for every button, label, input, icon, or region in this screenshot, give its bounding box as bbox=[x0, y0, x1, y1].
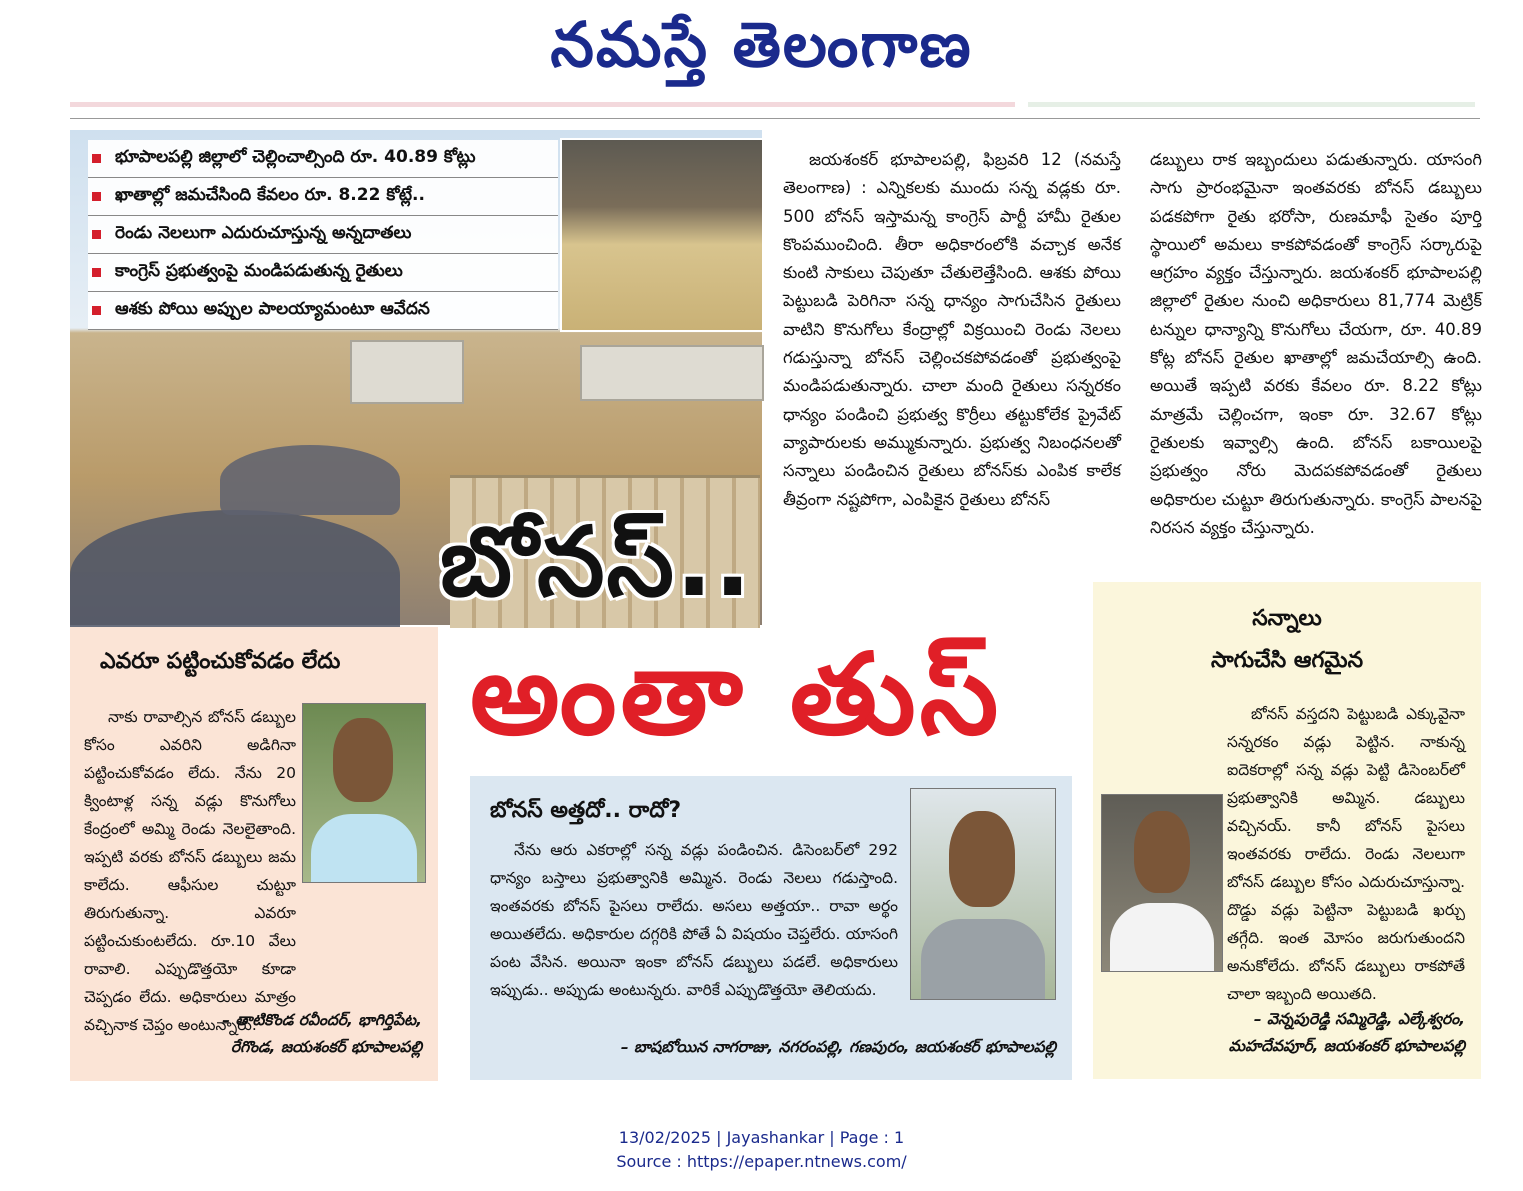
section-divider bbox=[70, 118, 1480, 119]
portrait-shirt bbox=[311, 814, 417, 882]
highlight-item: కాంగ్రెస్ ప్రభుత్వంపై మండిపడుతున్న రైతులు bbox=[88, 254, 558, 292]
byline-left: – తాటికొండ రవీందర్, భాగిర్తిపేట, రేగొండ, జయశంకర్ భూపాలపల్లి bbox=[222, 1011, 422, 1056]
inset-photo-grain-loading bbox=[560, 138, 764, 332]
farmer-portrait-right bbox=[1101, 794, 1223, 972]
quote-title-middle: బోనస్ అత్తదో.. రాదో? bbox=[490, 798, 682, 823]
headline-line-1: బోనస్.. bbox=[440, 506, 753, 618]
headline-line-2: అంతా తుస్ bbox=[470, 630, 1003, 760]
quote-title-right-1: సన్నాలు bbox=[1252, 606, 1322, 631]
tarp-shape bbox=[70, 510, 400, 640]
quote-title-right-2: సాగుచేసి ఆగమైన bbox=[1210, 648, 1364, 673]
quote-title-left: ఎవరూ పట్టించుకోవడం లేదు bbox=[100, 649, 341, 674]
quote-body-left: నాకు రావాల్సిన బోనస్ డబ్బుల కోసం ఎవరిని అడిగినా పట్టించుకోవడం లేదు. నేను 20 క్వింటాళ్ల సన్న వడ్లు కొనుగోలు కేంద్రంలో అమ్మి రెండు నెలలైతాంది. ఇప్పటి వరకు బోనస్ డబ్బులు జమ కాలేదు. ఆఫీసుల చుట్టూ తిరుగుతున్నా. ఎవరూ పట్టించుకుంటలేదు. రూ.10 వేలు రావాలి. ఎప్పుడొత్తయో కూడా చెప్పడం లేదు. అధికారులు మాత్రం వచ్చినాక చెప్తం అంటున్నారు. bbox=[84, 708, 296, 1034]
portrait-face bbox=[949, 811, 1015, 907]
header-rule-left bbox=[70, 102, 1015, 107]
farmer-portrait-left bbox=[302, 703, 426, 883]
bullet-square-icon bbox=[92, 154, 101, 163]
article-column-2: డబ్బులు రాక ఇబ్బందులు పడుతున్నారు. యాసంగి సాగు ప్రారంభమైనా ఇంతవరకు బోనస్ డబ్బులు పడకపోగా రైతు భరోసా, రుణమాఫీ సైతం పూర్తి స్థాయిలో అమలు కాకపోవడంతో కాంగ్రెస్ సర్కారుపై ఆగ్రహం వ్యక్తం చేస్తున్నారు. జయశంకర్ భూపాలపల్లి జిల్లాలో రైతుల నుంచి అధికారులు 81,774 మెట్రిక్ టన్నుల ధాన్యాన్ని కొనుగోలు చేయగా, రూ. 40.89 కోట్ల బోనస్ రైతుల ఖాతాల్లో జమచేయాల్సి ఉంది. అయితే ఇప్పటి వరకు కేవలం రూ. 8.22 కోట్లు మాత్రమే చెల్లించగా, ఇంకా రూ. 32.67 కోట్లు రైతులకు ఇవ్వాల్సి ఉంది. బోనస్ బకాయిలపై ప్రభుత్వం నోరు మెదపకపోవడంతో రైతులు అధికారుల చుట్టూ తిరుగుతున్నారు. కాంగ్రెస్ పాలనపై నిరసన వ్యక్తం చేస్తున్నారు. bbox=[1150, 150, 1482, 537]
bullet-square-icon bbox=[92, 268, 101, 277]
quote-box-left bbox=[70, 627, 438, 1081]
bullet-square-icon bbox=[92, 192, 101, 201]
highlights-list bbox=[88, 140, 558, 330]
farmer-portrait-middle bbox=[910, 788, 1056, 1000]
portrait-face bbox=[1134, 811, 1190, 893]
quote-body-right: బోనస్ వస్తదని పెట్టుబడి ఎక్కువైనా సన్నరకం వడ్లు పెట్టిన. నాకున్న ఐదెకరాల్లో సన్న వడ్లు పెట్టి డిసెంబర్‌లో ప్రభుత్వానికి అమ్మిన. డబ్బులు వచ్చినయ్. కానీ బోనస్ పైసలు ఇంతవరకు రాలేదు. రెండు నెలలుగా బోనస్ డబ్బుల కోసం ఎదురుచూస్తున్నా. దొడ్డు వడ్లు పెట్టినా పెట్టుబడి ఖర్చు తగ్గేది. ఇంత మోసం జరుగుతుందని అనుకోలేదు. బోనస్ డబ్బులు రాకపోతే చాలా ఇబ్బంది అయితది. bbox=[1227, 705, 1465, 1003]
tarp-shape bbox=[220, 445, 400, 515]
bullet-square-icon bbox=[92, 306, 101, 315]
highlight-item: భూపాలపల్లి జిల్లాలో చెల్లించాల్సింది రూ. 40.89 కోట్లు bbox=[88, 140, 558, 178]
quote-body-middle: నేను ఆరు ఎకరాల్లో సన్న వడ్లు పండించిన. డిసెంబర్‌లో 292 ధాన్యం బస్తాలు ప్రభుత్వానికి అమ్మిన. రెండు నెలలు గడుస్తాంది. ఇంతవరకు బోనస్ పైసలు రాలేదు. అసలు అత్తయా.. రావా అర్థం అయితలేదు. అధికారుల దగ్గరికి పోతే ఏ విషయం చెప్తలేరు. యాసంగి పంట వేసిన. అయినా ఇంకా బోనస్ డబ్బులు పడలే. అధికారులు ఇప్పుడు.. అప్పుడు అంటున్నరు. వారికే ఎప్పుడొత్తయో తెలియదు. bbox=[490, 841, 898, 999]
highlight-item: రెండు నెలలుగా ఎదురుచూస్తున్న అన్నదాతలు bbox=[88, 216, 558, 254]
highlight-item: ఆశకు పోయి అప్పుల పాలయ్యామంటూ ఆవేదన bbox=[88, 292, 558, 330]
quote-box-middle bbox=[470, 776, 1072, 1080]
quote-box-right bbox=[1093, 582, 1481, 1079]
byline-middle: – బాషబోయిన నాగరాజు, నగరంపల్లి, గణపురం, జయశంకర్ భూపాలపల్లి bbox=[620, 1038, 1056, 1056]
masthead: నమస్తే తెలంగాణ bbox=[550, 8, 973, 81]
footer-date-line: 13/02/2025 | Jayashankar | Page : 1 bbox=[618, 1128, 905, 1147]
bullet-square-icon bbox=[92, 230, 101, 239]
header-rule-right bbox=[1028, 102, 1475, 107]
byline-right: – వెన్నపురెడ్డి సమ్మిరెడ్డి, ఎల్కేశ్వరం, మహదేవపూర్, జయశంకర్ భూపాలపల్లి bbox=[1228, 1010, 1465, 1055]
building-shape bbox=[350, 340, 464, 404]
footer-source-link[interactable]: Source : https://epaper.ntnews.com/ bbox=[616, 1152, 907, 1171]
portrait-shirt bbox=[1110, 903, 1214, 971]
portrait-face bbox=[333, 718, 393, 802]
portrait-shirt bbox=[921, 919, 1045, 999]
highlight-item: ఖాతాల్లో జమచేసింది కేవలం రూ. 8.22 కోట్లే.. bbox=[88, 178, 558, 216]
building-shape bbox=[580, 345, 764, 401]
article-column-1: జయశంకర్ భూపాలపల్లి, ఫిబ్రవరి 12 (నమస్తే తెలంగాణ) : ఎన్నికలకు ముందు సన్న వడ్లకు రూ. 500 బోనస్ ఇస్తామన్న కాంగ్రెస్ పార్టీ హామీ రైతుల కొంపముంచింది. తీరా అధికారంలోకి వచ్చాక అనేక కుంటి సాకులు చెపుతూ చేతులెత్తేసింది. ఆశకు పోయి పెట్టుబడి పెరిగినా సన్న ధాన్యం సాగుచేసిన రైతులు వాటిని కొనుగోలు కేంద్రాల్లో విక్రయించి రెండు నెలలు గడుస్తున్నా బోనస్ చెల్లించకపోవడంతో ప్రభుత్వంపై మండిపడుతున్నారు. చాలా మంది రైతులు సన్నరకం ధాన్యం పండించి ప్రభుత్వ కొర్రీలు తట్టుకోలేక ప్రైవేట్ వ్యాపారులకు అమ్ముకున్నారు. ప్రభుత్వ నిబంధనలతో సన్నాలు పండించిన రైతులు బోనస్‌కు ఎంపిక కాలేక తీవ్రంగా నష్టపోగా, ఎంపికైన రైతులు బోనస్ bbox=[783, 150, 1121, 509]
